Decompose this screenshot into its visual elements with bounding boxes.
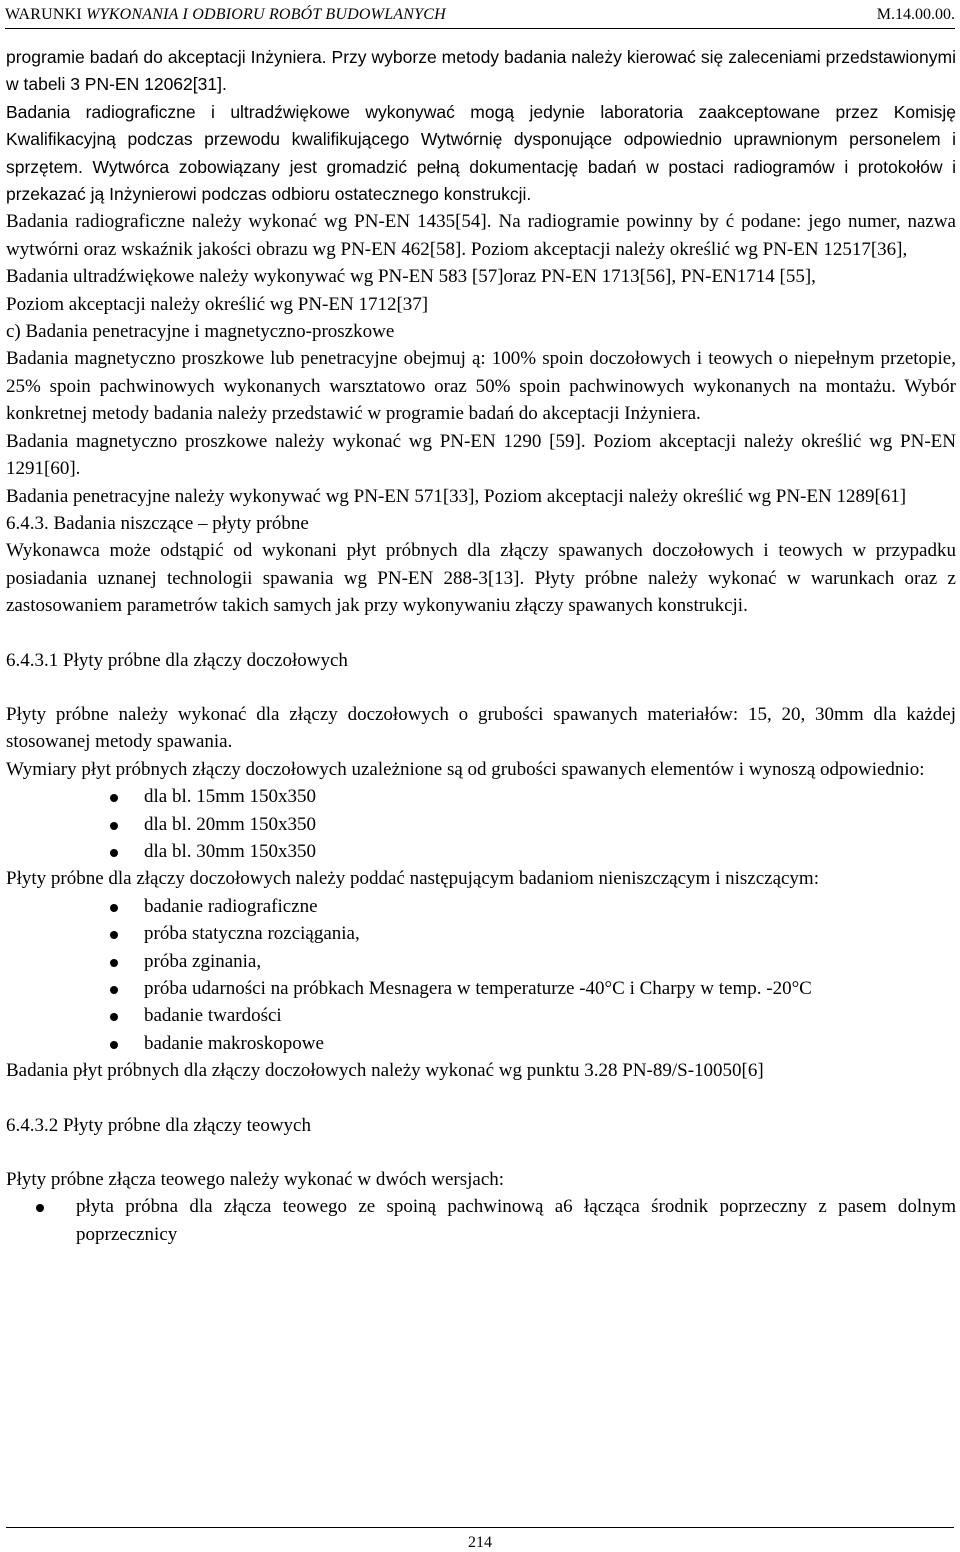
- footer-divider: [6, 1527, 954, 1528]
- list-item-text: dla bl. 15mm 150x350: [144, 786, 317, 808]
- paragraph: [6, 99, 956, 209]
- list-item: [6, 975, 956, 1002]
- list-item: [6, 838, 956, 865]
- spacer: [6, 1085, 956, 1112]
- paragraph: Badania płyt próbnych dla złączy doczołowych należy wykonać wg punktu 3.28 PN-89/S-10050[6]: [6, 1060, 764, 1082]
- list-item-text: próba zginania,: [144, 950, 262, 972]
- list-item-text: badanie makroskopowe: [144, 1032, 324, 1054]
- bullet-icon: [110, 849, 118, 857]
- bullet-icon: [110, 1013, 118, 1021]
- list-item-text: dla bl. 30mm 150x350: [144, 840, 317, 862]
- dimensions-list: [6, 783, 956, 865]
- paragraph: Płyty próbne dla złączy doczołowych należy poddać następującym badaniom nieniszczącym i niszczącym:: [6, 868, 819, 890]
- bullet-icon: [110, 904, 118, 912]
- header-title: [5, 6, 446, 24]
- list-item: [6, 948, 956, 975]
- paragraph: Badania magnetyczno proszkowe należy wykonać wg PN-EN 1290 [59]. Poziom akceptacji należy określić wg PN-EN 1291[60].: [6, 430, 956, 480]
- tee-list: [6, 1193, 956, 1248]
- paragraph: Badania penetracyjne należy wykonywać wg PN-EN 571[33], Poziom akceptacji należy określić wg PN-EN 1289[61]: [6, 485, 907, 507]
- list-item-text: płyta próbna dla złącza teowego ze spoiną pachwinową a6 łącząca środnik poprzeczny z pasem dolnym poprzecznicy: [76, 1196, 956, 1245]
- text-run: Wytwórca zobowiązany jest gromadzić pełną dokumentację badań w postaci radiogramów i protokołów i przekazać ją Inżynierowi podczas odbioru ostatecznego konstrukcji.: [6, 156, 956, 205]
- list-item: [6, 1002, 956, 1029]
- text-run: Badania magnetyczno proszkowe lub penetracyjne obejmuj ą: 100% spoin doczołowych i teowych o niepełnym przetopie, 25% spoin pachwinowych wykonanych warsztatowo oraz 50% spoin pachwinowych wykonanych na montażu.: [6, 348, 956, 397]
- page-header: [5, 2, 955, 29]
- text-run: Badania radiograficzne należy wykonać wg PN-EN 1435[54].: [6, 211, 492, 233]
- header-doc-code: M.14.00.00.: [876, 6, 955, 23]
- spacer: [6, 674, 956, 701]
- bullet-icon: [110, 822, 118, 830]
- paragraph: c) Badania penetracyjne i magnetyczno-proszkowe: [6, 321, 395, 343]
- paragraph: [6, 345, 956, 427]
- list-item-text: badanie radiograficzne: [144, 895, 318, 917]
- subsection-heading: 6.4.3.2 Płyty próbne dla złączy teowych: [6, 1114, 311, 1136]
- paragraph: [6, 208, 956, 263]
- paragraph: Poziom akceptacji należy określić wg PN-EN 1712[37]: [6, 293, 429, 315]
- list-item: [6, 1193, 956, 1248]
- list-item: [6, 893, 956, 920]
- paragraph: Badania ultradźwiękowe należy wykonywać wg PN-EN 583 [57]oraz PN-EN 1713[56], PN-EN1714 [55],: [6, 266, 816, 288]
- text-run: Badania radiograficzne i ultradźwiękowe wykonywać mogą jedynie laboratoria zaakceptowane przez Komisję Kwalifikacyjną podczas przewodu kwalifikującego Wytwórnię dysponujące odpowiednio uprawnionym personelem i sprzętem.: [6, 101, 956, 177]
- section-heading: 6.4.3. Badania niszczące – płyty próbne: [6, 512, 309, 534]
- list-item: [6, 1030, 956, 1057]
- list-item-text: próba udarności na próbkach Mesnagera w temperaturze -40°C i Charpy w temp. -20°C: [144, 978, 812, 999]
- paragraph: programie badań do akceptacji Inżyniera. Przy wyborze metody badania należy kierować się zaleceniami przedstawionymi w tabeli 3 PN-EN 12062[31].: [6, 47, 956, 95]
- paragraph: Płyty próbne złącza teowego należy wykonać w dwóch wersjach:: [6, 1169, 505, 1191]
- text-run: Na radiogramie powinny by ć podane: jego numer, nazwa wytwórni oraz wskaźnik jakości obrazu wg PN-EN 462[58].: [6, 211, 956, 260]
- bullet-icon: [110, 1041, 118, 1049]
- paragraph: Wymiary płyt próbnych złączy doczołowych uzależnione są od grubości spawanych elementów i wynoszą odpowiednio:: [6, 758, 925, 780]
- bullet-icon: [110, 931, 118, 939]
- header-title-regular: WARUNKI: [5, 6, 87, 23]
- list-item-text: badanie twardości: [144, 1005, 282, 1027]
- list-item: [6, 811, 956, 838]
- paragraph: Wykonawca może odstąpić od wykonani płyt próbnych dla złączy spawanych doczołowych i teowych w przypadku posiadania uznanej technologii spawania wg PN-EN 288-3[13]. Płyty próbne należy wykonać w warunkach oraz z zastosowaniem parametrów takich samych jak przy wykonywaniu złączy spawanych konstrukcji.: [6, 540, 956, 617]
- tests-list: [6, 893, 956, 1057]
- spacer: [6, 1139, 956, 1166]
- bullet-icon: [110, 794, 118, 802]
- bullet-icon: [36, 1204, 44, 1212]
- text-run: Wybór konkretnej metody badania należy przedstawić w programie badań do akceptacji Inżyniera.: [6, 375, 956, 425]
- paragraph: Płyty próbne należy wykonać dla złączy doczołowych o grubości spawanych materiałów: 15, 20, 30mm dla każdej stosowanej metody spawania.: [6, 703, 956, 753]
- header-title-italic: WYKONANIA I ODBIORU ROBÓT BUDOWLANYCH: [86, 6, 446, 23]
- page-number: 214: [468, 1534, 492, 1551]
- list-item: [6, 783, 956, 810]
- subsection-heading: 6.4.3.1 Płyty próbne dla złączy doczołowych: [6, 649, 348, 671]
- bullet-icon: [110, 986, 118, 994]
- bullet-icon: [110, 959, 118, 967]
- list-item-text: dla bl. 20mm 150x350: [144, 813, 317, 835]
- document-body: [6, 44, 956, 1248]
- spacer: [6, 620, 956, 647]
- text-run: Poziom akceptacji należy określić wg PN-EN 12517[36],: [466, 238, 908, 260]
- list-item-text: próba statyczna rozciągania,: [144, 923, 360, 945]
- list-item: [6, 920, 956, 947]
